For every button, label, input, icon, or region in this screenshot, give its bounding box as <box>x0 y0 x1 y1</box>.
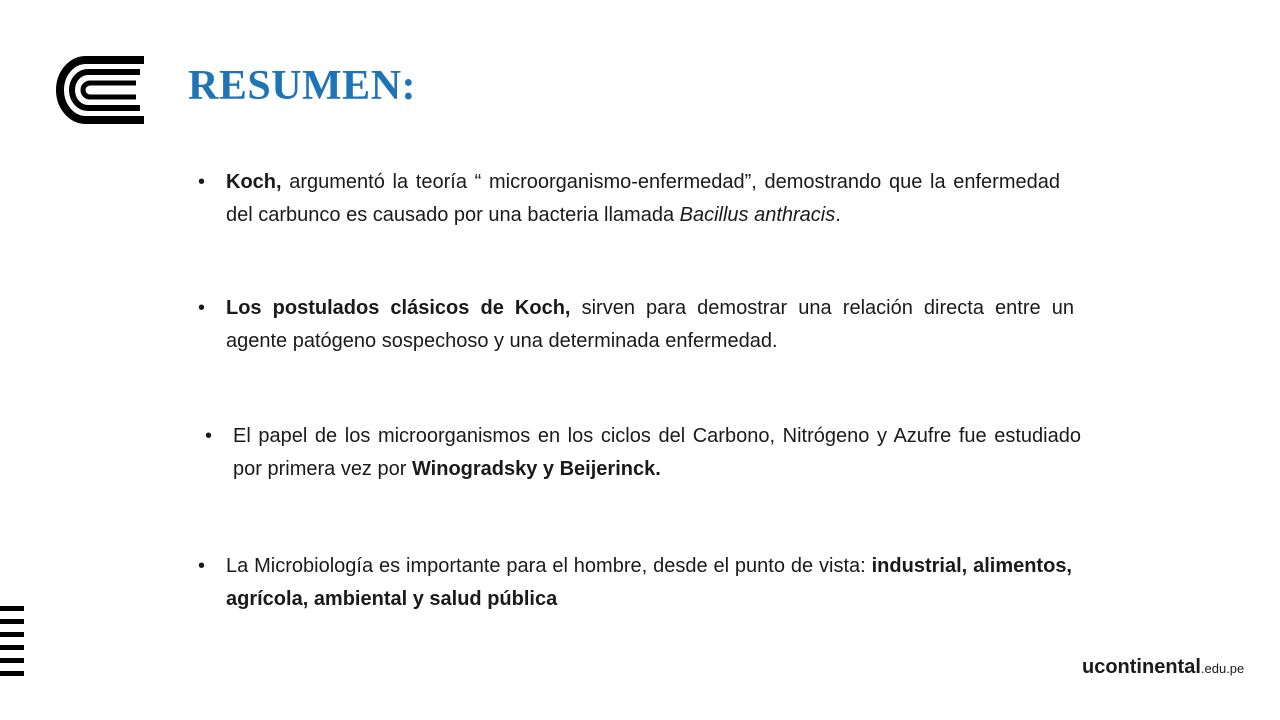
bullet-ciclos <box>205 420 1081 486</box>
bullet-text <box>233 420 1081 486</box>
bullet-lead: Los postulados clásicos de Koch, <box>226 297 571 319</box>
bullet-text <box>226 166 1060 232</box>
side-stripes-decoration-icon <box>0 606 24 676</box>
bullet-body: sirven para demostrar una relación directa entre un agente patógeno sospechoso y una determinada enfermedad. <box>226 297 1074 352</box>
bullet-dot: • <box>198 555 206 577</box>
bullet-body: El papel de los microorganismos en los ciclos del Carbono, Nitrógeno y Azufre fue estudiado por primera vez por <box>233 425 1081 480</box>
brand-logo <box>1082 654 1244 682</box>
bullet-end: . <box>835 204 841 226</box>
bullet-postulados <box>198 292 1074 358</box>
bullet-dot: • <box>205 425 213 447</box>
brand-main: ucontinental <box>1082 656 1201 678</box>
bullet-dot: • <box>198 297 206 319</box>
bullet-areas: industrial, alimentos, agrícola, ambiental y salud pública <box>226 555 1072 610</box>
bullet-text <box>226 550 1072 616</box>
bullet-body: La Microbiología es importante para el hombre, desde el punto de vista: <box>226 555 872 577</box>
bullet-species: Bacillus anthracis <box>679 204 836 226</box>
bullet-dot: • <box>198 171 206 193</box>
bullet-lead: Koch, <box>226 171 282 193</box>
bullet-names: Winogradsky y Beijerinck. <box>411 458 661 480</box>
slide-title: RESUMEN: <box>188 63 417 109</box>
brand-suffix: .edu.pe <box>1200 661 1245 676</box>
bullet-body: argumentó la teoría “ microorganismo-enfermedad”, demostrando que la enfermedad del carbunco es causado por una bacteria llamada <box>226 171 1060 226</box>
bullet-text <box>226 292 1074 358</box>
bullet-koch <box>198 166 1060 232</box>
bullet-importancia <box>198 550 1072 616</box>
continental-c-logo-icon <box>56 56 148 124</box>
